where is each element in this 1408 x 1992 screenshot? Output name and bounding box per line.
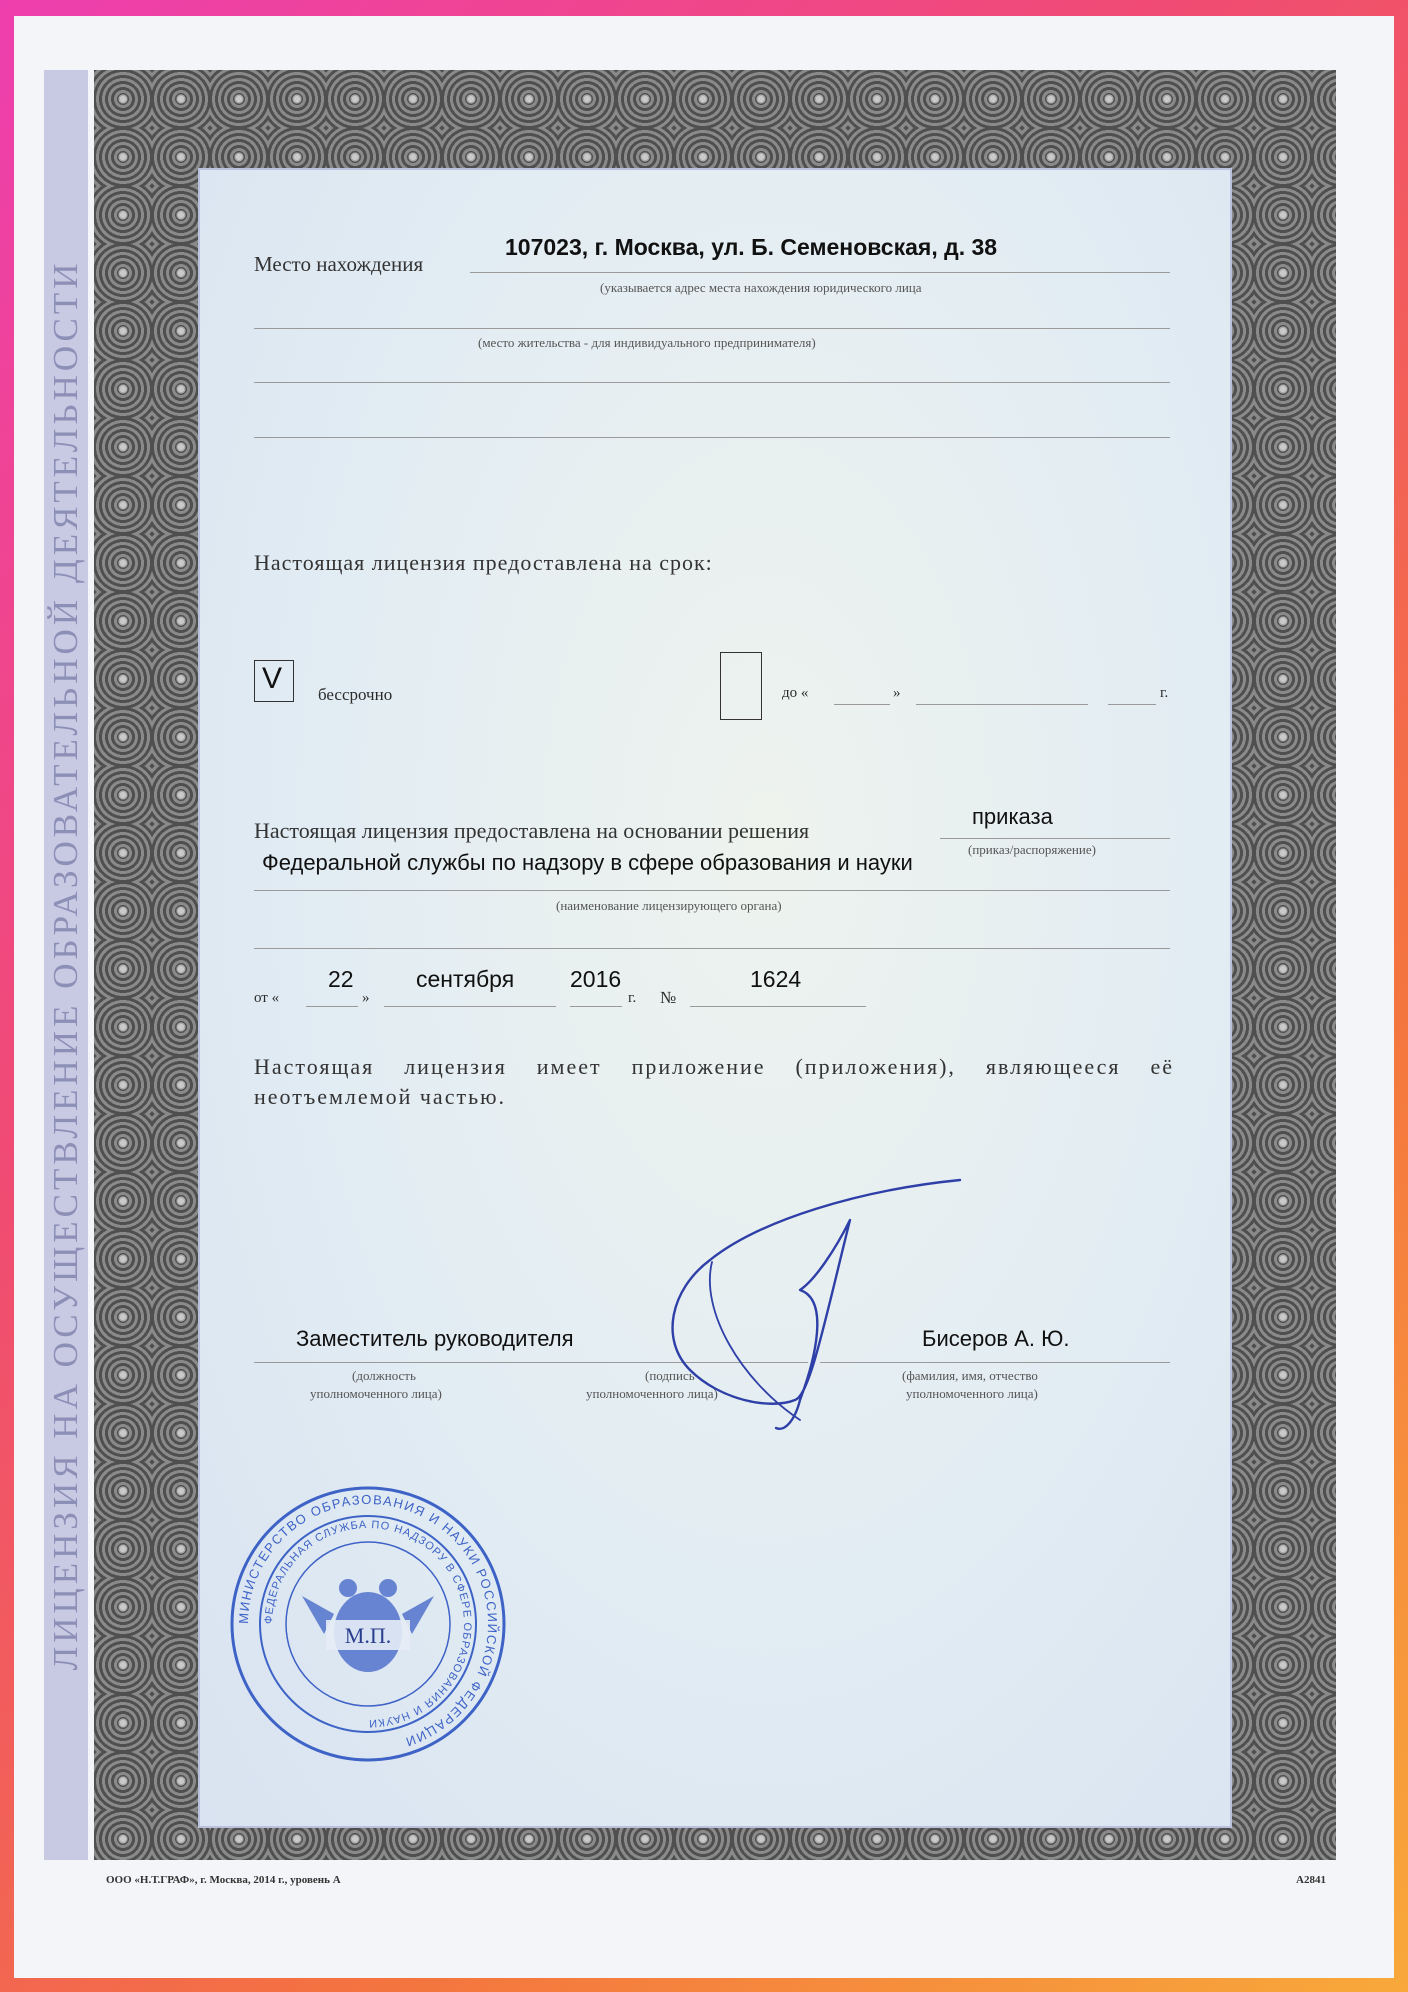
unlimited-label: бессрочно [318,685,393,704]
location-label: Место нахождения [254,252,424,276]
until-label: до « [782,685,809,701]
location-value: 107023, г. Москва, ул. Б. Семеновская, д. 38 [505,234,998,260]
printer-footer: ООО «Н.Т.ГРАФ», г. Москва, 2014 г., уровень А [106,1874,341,1886]
location-hint-legal: (указывается адрес места нахождения юридического лица [600,280,922,295]
until-month-line [916,704,1088,705]
position-line [254,1362,630,1363]
until-year-line [1108,704,1156,705]
decision-number-line [690,1006,866,1007]
form-number: А2841 [1296,1874,1326,1886]
location-line-4 [254,437,1170,438]
decision-day: 22 [328,966,354,992]
seal-ring-inner: ФЕДЕРАЛЬНАЯ СЛУЖБА ПО НАДЗОРУ В СФЕРЕ ОБРАЗОВАНИЯ И НАУКИ [262,1518,474,1730]
date-quote-close: » [362,990,370,1006]
signature-hint-2: уполномоченного лица) [586,1386,718,1401]
authority-line-2 [254,948,1170,949]
basis-label: Настоящая лицензия предоставлена на основании решения [254,818,810,843]
decision-type-hint: (приказ/распоряжение) [968,842,1096,857]
decision-number: 1624 [750,966,802,992]
decision-year-suffix: г. [628,990,637,1006]
decision-year-line [570,1006,622,1007]
location-line-1 [470,272,1170,273]
seal-center-mp: М.П. [344,1623,392,1648]
date-prefix: от « [254,990,280,1006]
term-heading: Настоящая лицензия предоставлена на срок: [254,550,713,575]
until-checkbox [720,652,762,720]
position-hint-2: уполномоченного лица) [310,1386,442,1401]
signer-name: Бисеров А. Ю. [922,1326,1070,1351]
authority-line-1 [254,890,1170,891]
signer-position: Заместитель руководителя [296,1326,574,1351]
location-line-3 [254,382,1170,383]
handwritten-signature [600,1170,1020,1450]
decision-type-line [940,838,1170,839]
side-title: ЛИЦЕНЗИЯ НА ОСУЩЕСТВЛЕНИЕ ОБРАЗОВАТЕЛЬНОЙ ДЕЯТЕЛЬНОСТИ [46,259,85,1671]
unlimited-check-mark: V [262,662,283,695]
decision-month-line [384,1006,556,1007]
decision-number-sign: № [660,988,677,1007]
name-hint-2: уполномоченного лица) [906,1386,1038,1401]
decision-month: сентября [416,966,515,992]
authority-value: Федеральной службы по надзору в сфере образования и науки [262,850,913,875]
name-hint-1: (фамилия, имя, отчество [902,1368,1038,1383]
until-day-line [834,704,890,705]
appendix-note: Настоящая лицензия имеет приложение (приложения), являющееся её неотъемлемой частью. [254,1054,1174,1109]
until-year-suffix: г. [1160,685,1169,701]
seal-ring-outer: МИНИСТЕРСТВО ОБРАЗОВАНИЯ И НАУКИ РОССИЙСКОЙ ФЕДЕРАЦИИ [235,1491,501,1750]
authority-hint: (наименование лицензирующего органа) [556,898,782,913]
official-seal [228,1484,508,1764]
location-line-2 [254,328,1170,329]
decision-year: 2016 [570,966,622,992]
until-quote-close: » [893,685,901,701]
position-hint-1: (должность [352,1368,416,1383]
decision-day-line [306,1006,358,1007]
decision-type-value: приказа [972,804,1053,829]
signature-hint-1: (подпись [645,1368,695,1383]
location-hint-individual: (место жительства - для индивидуального предпринимателя) [478,335,816,350]
